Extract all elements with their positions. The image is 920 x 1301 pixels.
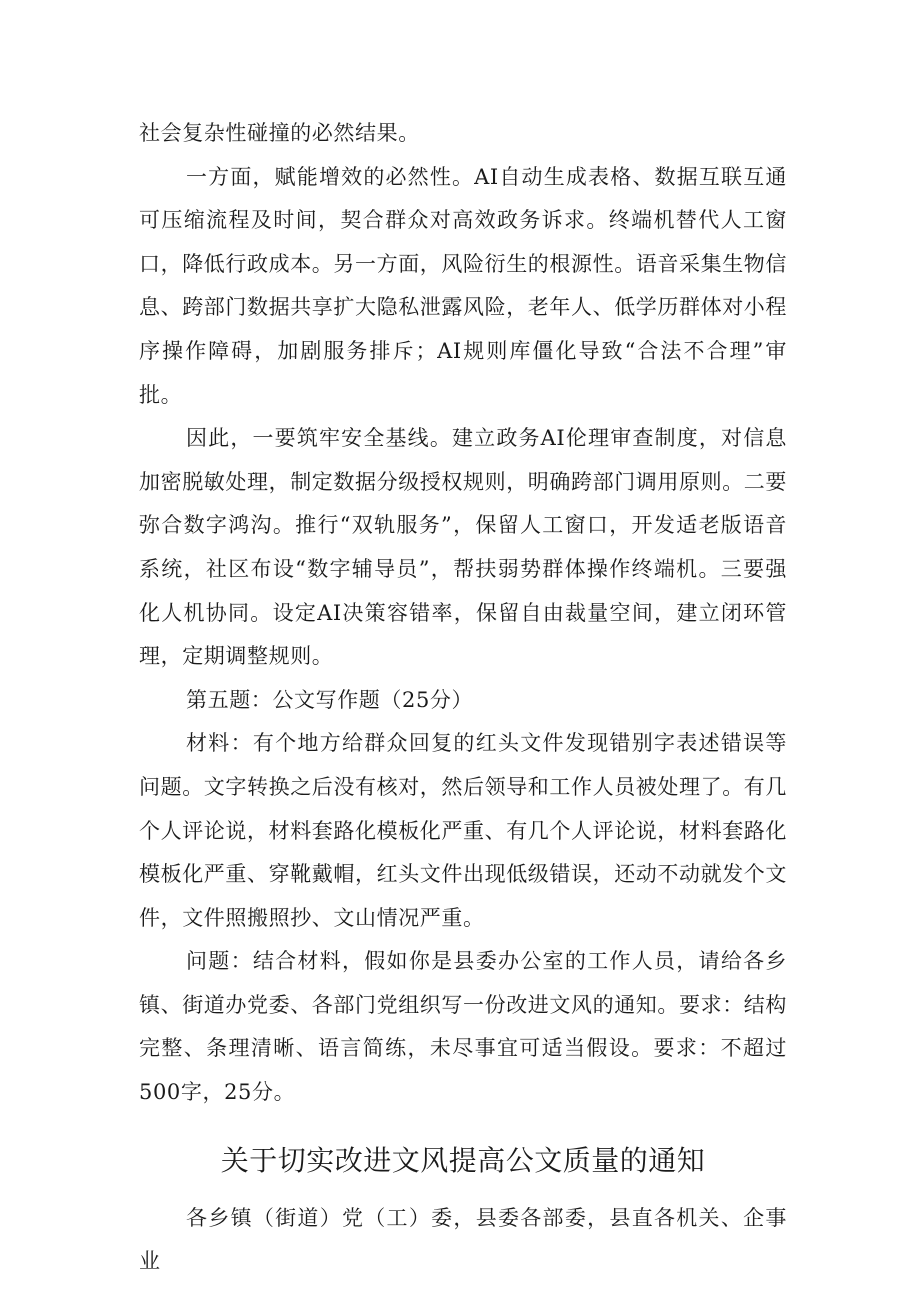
notice-salutation: 各乡镇（街道）党（工）委，县委各部委，县直各机关、企事业 <box>139 1205 787 1274</box>
paragraph-question: 问题：结合材料，假如你是县委办公室的工作人员，请给各乡镇、街道办党委、各部门党组织写一份改进文风的通知。要求：结构完整、条理清晰、语言简练，未尽事宜可适当假设。要求：不超过500字，25分。 <box>139 949 787 1105</box>
paragraph-continuation: 社会复杂性碰撞的必然结果。 <box>139 121 420 145</box>
document-body <box>139 112 787 1284</box>
paragraph-measures: 因此，一要筑牢安全基线。建立政务AI伦理审查制度，对信息加密脱敏处理，制定数据分级授权规则，明确跨部门调用原则。二要弥合数字鸿沟。推行“双轨服务”，保留人工窗口，开发适老版语音系统，社区布设“数字辅导员”，帮扶弱势群体操作终端机。三要强化人机协同。设定AI决策容错率，保留自由裁量空间，建立闭环管理，定期调整规则。 <box>139 426 787 669</box>
question-heading: 第五题：公文写作题（25分） <box>186 687 474 712</box>
notice-title: 关于切实改进文风提高公文质量的通知 <box>220 1143 706 1177</box>
paragraph-analysis: 一方面，赋能增效的必然性。AI自动生成表格、数据互联互通可压缩流程及时间，契合群众对高效政务诉求。终端机替代人工窗口，降低行政成本。另一方面，风险衍生的根源性。语音采集生物信息、跨部门数据共享扩大隐私泄露风险，老年人、低学历群体对小程序操作障碍，加剧服务排斥；AI规则库僵化导致“合法不合理”审批。 <box>139 164 787 407</box>
paragraph-material: 材料：有个地方给群众回复的红头文件发现错别字表述错误等问题。文字转换之后没有核对，然后领导和工作人员被处理了。有几个人评论说，材料套路化模板化严重、有几个人评论说，材料套路化模板化严重、穿靴戴帽，红头文件出现低级错误，还动不动就发个文件，文件照搬照抄、文山情况严重。 <box>139 731 787 930</box>
